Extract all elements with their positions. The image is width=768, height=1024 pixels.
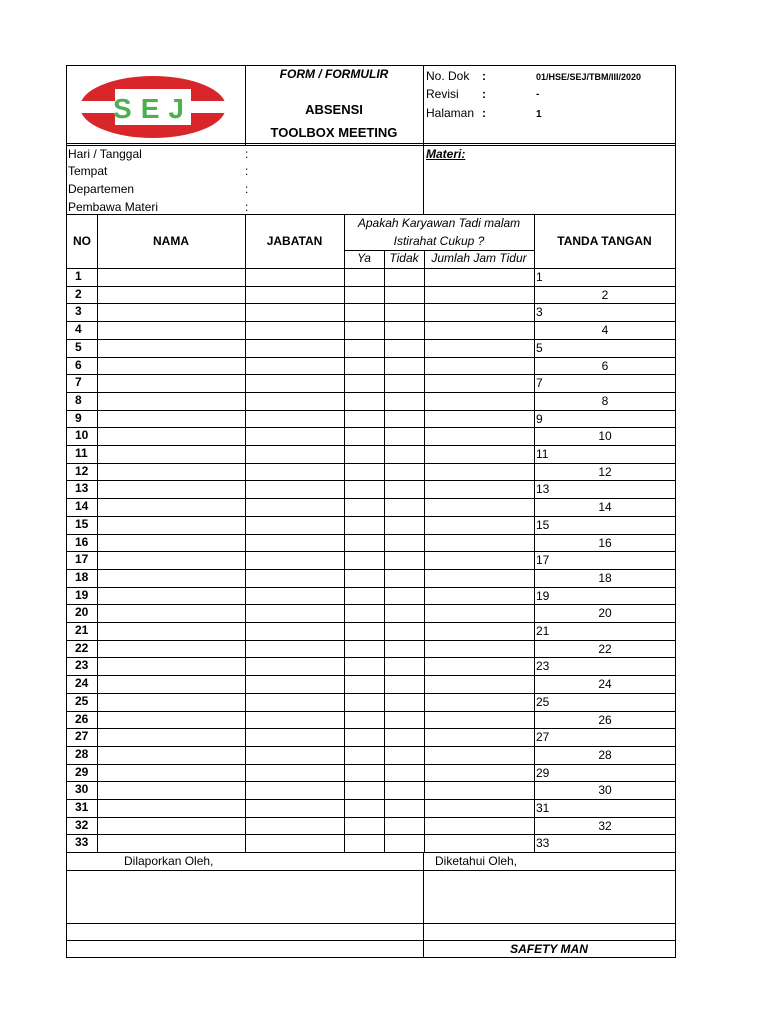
header-divider-2 <box>423 66 424 145</box>
row-rule <box>67 551 675 552</box>
row-number: 17 <box>75 552 89 566</box>
row-rule <box>67 357 675 358</box>
row-number: 15 <box>75 517 89 531</box>
signature-number: 28 <box>598 748 612 762</box>
row-number: 3 <box>75 304 82 318</box>
row-number: 13 <box>75 481 89 495</box>
row-rule <box>67 604 675 605</box>
no-dok-colon: : <box>482 69 486 83</box>
row-number: 14 <box>75 499 89 513</box>
row-number: 20 <box>75 605 89 619</box>
footer-top-rule <box>67 852 675 853</box>
row-rule <box>67 534 675 535</box>
row-rule <box>67 286 675 287</box>
revisi-label: Revisi <box>426 87 459 101</box>
row-number: 7 <box>75 375 82 389</box>
signature-number: 6 <box>601 359 609 373</box>
row-rule <box>67 392 675 393</box>
materi-label: Materi: <box>426 147 466 161</box>
row-rule <box>67 675 675 676</box>
hari-tanggal-label: Hari / Tanggal <box>68 147 142 161</box>
signature-number: 24 <box>598 677 612 691</box>
row-rule <box>67 268 675 269</box>
row-number: 28 <box>75 747 89 761</box>
row-number: 18 <box>75 570 89 584</box>
halaman-colon: : <box>482 106 486 120</box>
row-rule <box>67 693 675 694</box>
row-number: 8 <box>75 393 82 407</box>
row-number: 1 <box>75 269 82 283</box>
hari-tanggal-colon: : <box>245 147 249 161</box>
signature-number: 14 <box>598 500 612 514</box>
row-number: 29 <box>75 765 89 779</box>
row-rule <box>67 817 675 818</box>
pembawa-materi-label: Pembawa Materi <box>68 200 159 214</box>
signature-number: 23 <box>536 659 550 673</box>
row-rule <box>67 445 675 446</box>
revisi-colon: : <box>482 87 486 101</box>
row-rule <box>67 711 675 712</box>
row-number: 9 <box>75 411 82 425</box>
row-number: 11 <box>75 446 88 460</box>
info-divider <box>423 145 424 214</box>
col-header-nama: NAMA <box>153 234 189 248</box>
row-number: 24 <box>75 676 89 690</box>
signature-number: 25 <box>536 695 550 709</box>
row-rule <box>67 587 675 588</box>
row-rule <box>67 799 675 800</box>
question-subheader-rule <box>344 250 534 251</box>
form-title-line1: ABSENSI <box>305 102 363 117</box>
signature-number: 2 <box>601 288 609 302</box>
row-number: 27 <box>75 729 89 743</box>
signature-number: 27 <box>536 730 550 744</box>
row-number: 5 <box>75 340 82 354</box>
row-rule <box>67 764 675 765</box>
row-number: 6 <box>75 358 82 372</box>
tempat-colon: : <box>245 164 249 178</box>
col-line-no <box>97 214 98 852</box>
row-number: 19 <box>75 588 89 602</box>
footer-rule-2 <box>67 923 675 924</box>
departemen-colon: : <box>245 182 249 196</box>
form-title-line2: TOOLBOX MEETING <box>270 125 398 140</box>
safety-man-label: SAFETY MAN <box>510 942 588 956</box>
row-number: 33 <box>75 835 89 849</box>
col-header-tanda-tangan: TANDA TANGAN <box>557 234 652 248</box>
signature-number: 1 <box>536 270 543 284</box>
info-bottom-rule <box>67 214 675 215</box>
signature-number: 30 <box>598 783 612 797</box>
row-number: 23 <box>75 658 89 672</box>
row-rule <box>67 569 675 570</box>
halaman-label: Halaman <box>426 106 475 120</box>
halaman-value: 1 <box>536 109 542 120</box>
tempat-label: Tempat <box>68 164 108 178</box>
question-line2: Istirahat Cukup ? <box>393 234 485 248</box>
row-number: 12 <box>75 464 89 478</box>
col-line-nama <box>245 214 246 852</box>
row-rule <box>67 374 675 375</box>
signature-number: 33 <box>536 836 550 850</box>
logo-text: SEJ <box>113 93 193 124</box>
dilaporkan-label: Dilaporkan Oleh, <box>124 854 214 868</box>
signature-number: 12 <box>598 465 612 479</box>
signature-number: 17 <box>536 553 550 567</box>
signature-number: 32 <box>598 819 612 833</box>
col-header-jabatan: JABATAN <box>266 234 323 248</box>
row-number: 32 <box>75 818 89 832</box>
signature-number: 15 <box>536 518 550 532</box>
no-dok-label: No. Dok <box>426 69 470 83</box>
col-line-jam <box>534 214 535 852</box>
row-rule <box>67 321 675 322</box>
row-number: 2 <box>75 287 82 301</box>
row-rule <box>67 657 675 658</box>
row-rule <box>67 498 675 499</box>
row-number: 4 <box>75 322 82 336</box>
row-rule <box>67 781 675 782</box>
row-number: 25 <box>75 694 89 708</box>
row-number: 30 <box>75 782 89 796</box>
row-rule <box>67 463 675 464</box>
row-number: 31 <box>75 800 89 814</box>
signature-number: 8 <box>601 394 609 408</box>
col-header-no: NO <box>73 234 91 248</box>
signature-number: 22 <box>598 642 612 656</box>
col-header-tidak: Tidak <box>389 251 419 265</box>
signature-number: 31 <box>536 801 550 815</box>
revisi-value: - <box>536 89 540 100</box>
row-number: 22 <box>75 641 89 655</box>
row-number: 21 <box>75 623 89 637</box>
signature-number: 13 <box>536 482 550 496</box>
row-rule <box>67 640 675 641</box>
row-rule <box>67 303 675 304</box>
no-dok-value: 01/HSE/SEJ/TBM/III/2020 <box>536 72 642 82</box>
company-logo <box>79 75 227 139</box>
signature-number: 10 <box>598 429 612 443</box>
signature-number: 26 <box>598 713 612 727</box>
sej-logo-icon <box>79 75 227 139</box>
question-line1: Apakah Karyawan Tadi malam <box>357 216 521 230</box>
signature-number: 9 <box>536 412 543 426</box>
signature-number: 3 <box>536 305 543 319</box>
row-rule <box>67 728 675 729</box>
signature-number: 16 <box>598 536 612 550</box>
row-rule <box>67 746 675 747</box>
row-rule <box>67 834 675 835</box>
row-number: 10 <box>75 428 89 442</box>
row-rule <box>67 480 675 481</box>
signature-number: 29 <box>536 766 550 780</box>
row-number: 16 <box>75 535 89 549</box>
signature-number: 20 <box>598 606 612 620</box>
signature-number: 7 <box>536 376 543 390</box>
signature-number: 19 <box>536 589 550 603</box>
col-header-jam-tidur: Jumlah Jam Tidur <box>431 251 527 265</box>
header-rule-1 <box>67 143 675 144</box>
row-rule <box>67 339 675 340</box>
row-rule <box>67 622 675 623</box>
col-line-jabatan <box>344 214 345 852</box>
signature-number: 4 <box>601 323 609 337</box>
form-label: FORM / FORMULIR <box>279 67 389 81</box>
departemen-label: Departemen <box>68 182 135 196</box>
row-rule <box>67 410 675 411</box>
signature-number: 21 <box>536 624 550 638</box>
footer-rule-1 <box>67 870 675 871</box>
form-sheet <box>66 65 676 958</box>
col-header-ya: Ya <box>357 251 371 265</box>
row-number: 26 <box>75 712 89 726</box>
row-rule <box>67 427 675 428</box>
diketahui-label: Diketahui Oleh, <box>435 854 518 868</box>
signature-number: 5 <box>536 341 543 355</box>
signature-number: 18 <box>598 571 612 585</box>
signature-number: 11 <box>536 447 549 461</box>
row-rule <box>67 516 675 517</box>
pembawa-materi-colon: : <box>245 200 249 214</box>
header-rule-2 <box>67 145 675 146</box>
footer-rule-3 <box>67 940 675 941</box>
